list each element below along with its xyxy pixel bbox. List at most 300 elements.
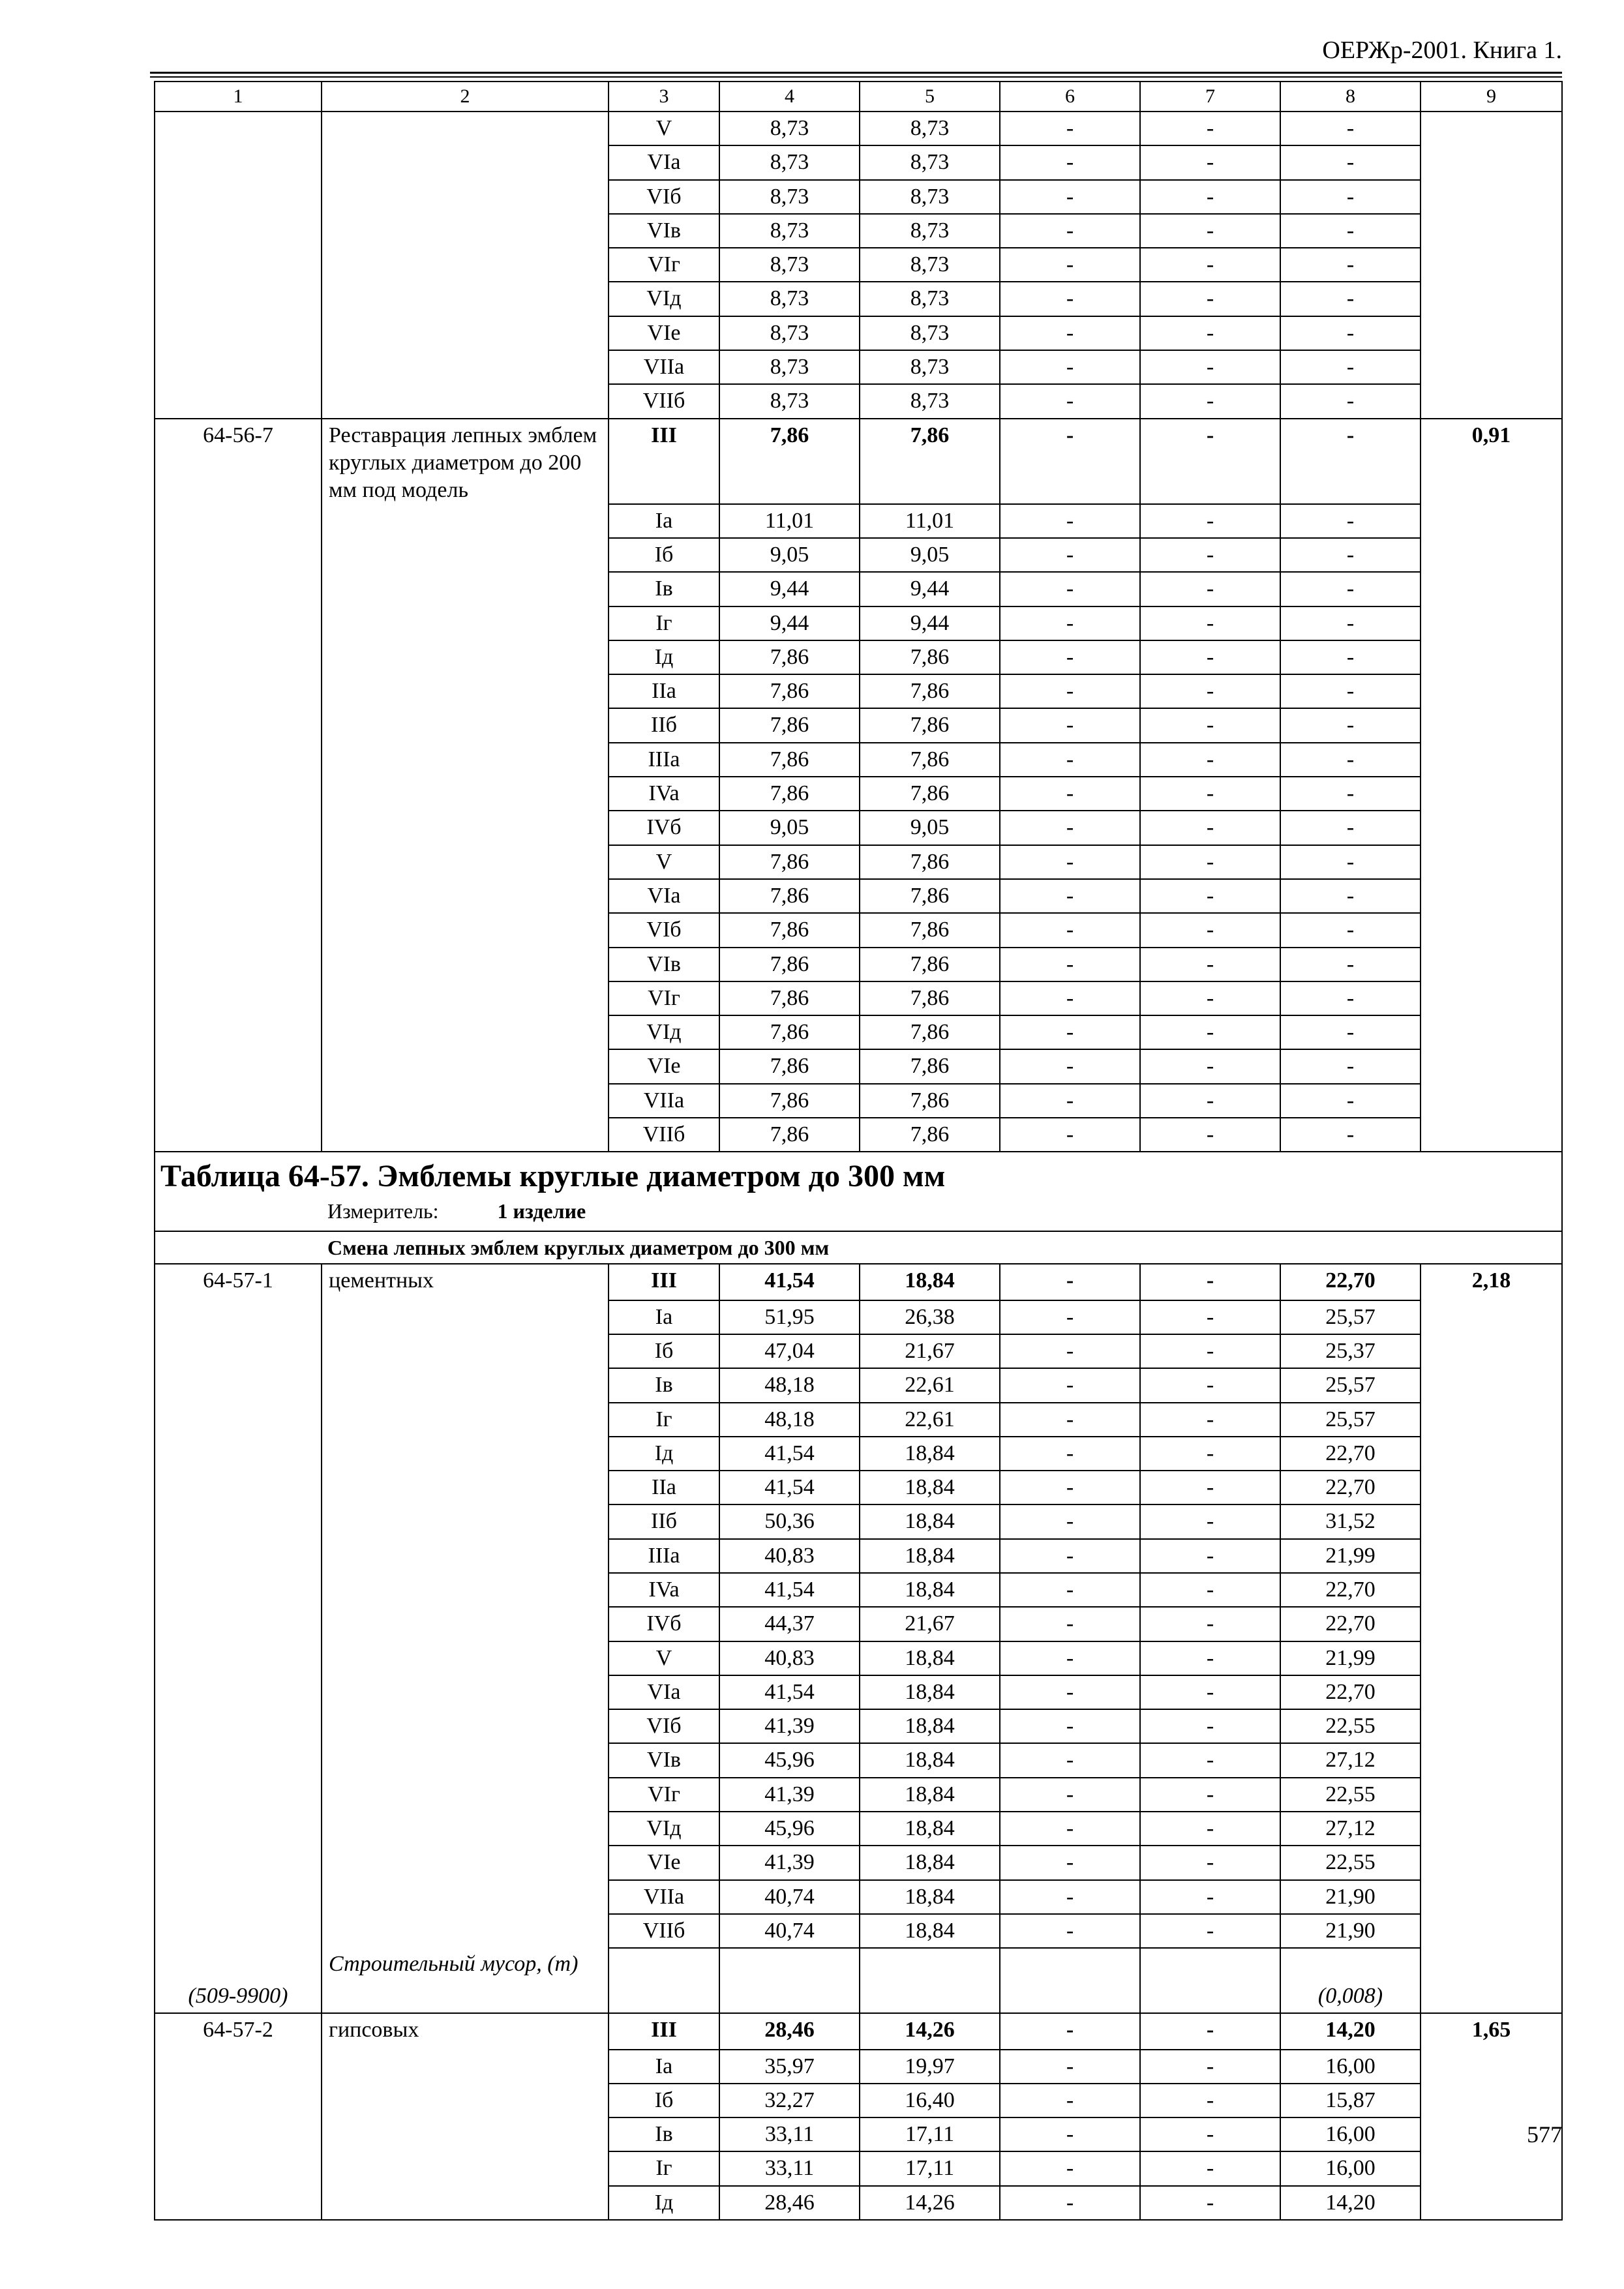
name-cell bbox=[322, 981, 609, 1015]
col9-cell bbox=[1421, 1403, 1562, 1437]
value-cell: - bbox=[1140, 606, 1280, 640]
value-cell: - bbox=[1280, 419, 1421, 504]
value-cell: - bbox=[1140, 2186, 1280, 2220]
name-cell: Реставрация лепных эмблем круглых диаметром до 200 мм под модель bbox=[322, 419, 609, 504]
table-row bbox=[155, 1607, 1562, 1641]
value-cell: - bbox=[1000, 879, 1140, 913]
value-cell: 18,84 bbox=[860, 1437, 1000, 1471]
value-cell: - bbox=[1280, 879, 1421, 913]
table-row bbox=[155, 948, 1562, 981]
name-cell bbox=[322, 743, 609, 777]
value-cell: 22,70 bbox=[1280, 1264, 1421, 1300]
value-cell: - bbox=[1140, 1334, 1280, 1368]
value-cell: - bbox=[1280, 180, 1421, 214]
table-row bbox=[155, 2186, 1562, 2220]
value-cell: 7,86 bbox=[719, 708, 860, 742]
name-cell bbox=[322, 1471, 609, 1504]
name-cell bbox=[322, 1812, 609, 1846]
value-cell: 7,86 bbox=[860, 708, 1000, 742]
empty-cell bbox=[609, 1948, 719, 2013]
table-row bbox=[155, 1049, 1562, 1083]
name-cell bbox=[322, 777, 609, 811]
zone-cell: VIa bbox=[609, 879, 719, 913]
value-cell: 18,84 bbox=[860, 1675, 1000, 1709]
name-cell bbox=[322, 282, 609, 316]
table-row bbox=[155, 419, 1562, 504]
zone-cell: IIIa bbox=[609, 1539, 719, 1573]
col9-cell: 0,91 bbox=[1421, 419, 1562, 504]
code-cell bbox=[155, 1812, 322, 1846]
name-cell bbox=[322, 1675, 609, 1709]
value-cell: 8,73 bbox=[860, 350, 1000, 384]
value-cell: - bbox=[1140, 145, 1280, 179]
value-cell: 8,73 bbox=[719, 316, 860, 350]
table-row bbox=[155, 640, 1562, 674]
col9-cell: 2,18 bbox=[1421, 1264, 1562, 1300]
col9-cell bbox=[1421, 1743, 1562, 1777]
name-cell bbox=[322, 948, 609, 981]
table-row bbox=[155, 572, 1562, 606]
table-row bbox=[155, 384, 1562, 418]
table-row bbox=[155, 282, 1562, 316]
value-cell: 22,55 bbox=[1280, 1709, 1421, 1743]
value-cell: - bbox=[1140, 248, 1280, 282]
zone-cell: VIд bbox=[609, 1812, 719, 1846]
value-cell: 7,86 bbox=[860, 419, 1000, 504]
value-cell: 11,01 bbox=[860, 504, 1000, 538]
table-row bbox=[155, 1118, 1562, 1152]
code-cell bbox=[155, 1368, 322, 1402]
zone-cell: VIв bbox=[609, 214, 719, 248]
value-cell: - bbox=[1000, 981, 1140, 1015]
value-cell: - bbox=[1280, 572, 1421, 606]
name-cell bbox=[322, 674, 609, 708]
table-row bbox=[155, 1743, 1562, 1777]
zone-cell: VIб bbox=[609, 913, 719, 947]
zone-cell: III bbox=[609, 1264, 719, 1300]
code-cell: 64-57-1 bbox=[155, 1264, 322, 1300]
value-cell: 21,99 bbox=[1280, 1539, 1421, 1573]
value-cell: 16,00 bbox=[1280, 2050, 1421, 2084]
value-cell: - bbox=[1000, 743, 1140, 777]
zone-cell: V bbox=[609, 1641, 719, 1675]
code-cell bbox=[155, 606, 322, 640]
value-cell: - bbox=[1000, 913, 1140, 947]
value-cell: 7,86 bbox=[719, 948, 860, 981]
col9-cell bbox=[1421, 1607, 1562, 1641]
table-title-row bbox=[155, 1152, 1562, 1231]
value-cell: - bbox=[1140, 1709, 1280, 1743]
measure-label: Измеритель: bbox=[327, 1199, 439, 1223]
table-row bbox=[155, 1675, 1562, 1709]
name-cell bbox=[322, 913, 609, 947]
value-cell: - bbox=[1000, 572, 1140, 606]
zone-cell: VIв bbox=[609, 948, 719, 981]
waste-code: (509-9900) bbox=[155, 1948, 322, 2013]
name-cell bbox=[322, 606, 609, 640]
value-cell: 16,40 bbox=[860, 2084, 1000, 2117]
value-cell: 18,84 bbox=[860, 1539, 1000, 1573]
table-title-cell bbox=[155, 1152, 1562, 1231]
value-cell: - bbox=[1000, 214, 1140, 248]
table-row bbox=[155, 145, 1562, 179]
value-cell: 7,86 bbox=[860, 1118, 1000, 1152]
name-cell bbox=[322, 1118, 609, 1152]
value-cell: - bbox=[1280, 606, 1421, 640]
name-cell bbox=[322, 1743, 609, 1777]
value-cell: - bbox=[1000, 2013, 1140, 2049]
zone-cell: VIб bbox=[609, 1709, 719, 1743]
value-cell: - bbox=[1000, 1084, 1140, 1118]
table-row bbox=[155, 1437, 1562, 1471]
zone-cell: III bbox=[609, 2013, 719, 2049]
name-cell bbox=[322, 1504, 609, 1538]
value-cell: - bbox=[1140, 948, 1280, 981]
table-row bbox=[155, 981, 1562, 1015]
value-cell: - bbox=[1140, 811, 1280, 845]
value-cell: - bbox=[1000, 350, 1140, 384]
value-cell: - bbox=[1000, 1504, 1140, 1538]
col9-cell bbox=[1421, 1709, 1562, 1743]
value-cell: - bbox=[1280, 708, 1421, 742]
zone-cell: V bbox=[609, 845, 719, 879]
value-cell: - bbox=[1140, 2013, 1280, 2049]
zone-cell: VIг bbox=[609, 248, 719, 282]
name-cell bbox=[322, 145, 609, 179]
value-cell: 21,90 bbox=[1280, 1880, 1421, 1914]
zone-cell: VIе bbox=[609, 316, 719, 350]
value-cell: 18,84 bbox=[860, 1914, 1000, 1948]
col9-cell bbox=[1421, 504, 1562, 538]
value-cell: - bbox=[1000, 606, 1140, 640]
code-cell bbox=[155, 913, 322, 947]
value-cell: - bbox=[1140, 180, 1280, 214]
value-cell: 7,86 bbox=[719, 640, 860, 674]
value-cell: - bbox=[1140, 777, 1280, 811]
value-cell: - bbox=[1000, 282, 1140, 316]
value-cell: 9,44 bbox=[719, 572, 860, 606]
value-cell: 8,73 bbox=[860, 214, 1000, 248]
col9-cell bbox=[1421, 1914, 1562, 1948]
value-cell: 7,86 bbox=[719, 1118, 860, 1152]
value-cell: - bbox=[1000, 1846, 1140, 1879]
value-cell: - bbox=[1000, 2151, 1140, 2185]
column-number: 4 bbox=[719, 82, 860, 112]
code-cell bbox=[155, 1573, 322, 1607]
empty-cell bbox=[719, 1948, 860, 2013]
code-cell bbox=[155, 1084, 322, 1118]
value-cell: 45,96 bbox=[719, 1812, 860, 1846]
col9-cell bbox=[1421, 1573, 1562, 1607]
column-number: 1 bbox=[155, 82, 322, 112]
table-row bbox=[155, 350, 1562, 384]
col9-cell bbox=[1421, 1641, 1562, 1675]
table-row bbox=[155, 1264, 1562, 1300]
zone-cell: Ia bbox=[609, 504, 719, 538]
value-cell: - bbox=[1280, 913, 1421, 947]
name-cell bbox=[322, 845, 609, 879]
col9-cell bbox=[1421, 2050, 1562, 2084]
table-row bbox=[155, 2151, 1562, 2185]
value-cell: 8,73 bbox=[719, 214, 860, 248]
code-cell bbox=[155, 538, 322, 572]
code-cell bbox=[155, 1334, 322, 1368]
value-cell: 18,84 bbox=[860, 1812, 1000, 1846]
zone-cell: IIa bbox=[609, 1471, 719, 1504]
column-number: 3 bbox=[609, 82, 719, 112]
code-cell bbox=[155, 2186, 322, 2220]
col9-cell bbox=[1421, 572, 1562, 606]
value-cell: 40,74 bbox=[719, 1914, 860, 1948]
value-cell: - bbox=[1000, 1641, 1140, 1675]
value-cell: 14,26 bbox=[860, 2013, 1000, 2049]
zone-cell: VIе bbox=[609, 1049, 719, 1083]
value-cell: - bbox=[1140, 981, 1280, 1015]
code-cell bbox=[155, 1471, 322, 1504]
value-cell: - bbox=[1140, 2084, 1280, 2117]
col9-cell bbox=[1421, 1778, 1562, 1812]
value-cell: - bbox=[1000, 640, 1140, 674]
value-cell: - bbox=[1140, 504, 1280, 538]
value-cell: 18,84 bbox=[860, 1846, 1000, 1879]
value-cell: 22,70 bbox=[1280, 1607, 1421, 1641]
zone-cell: VIIa bbox=[609, 1880, 719, 1914]
col9-cell bbox=[1421, 1084, 1562, 1118]
value-cell: - bbox=[1000, 1049, 1140, 1083]
table-row bbox=[155, 538, 1562, 572]
code-cell bbox=[155, 1403, 322, 1437]
zone-cell: VIIб bbox=[609, 384, 719, 418]
value-cell: 7,86 bbox=[719, 879, 860, 913]
code-cell bbox=[155, 1437, 322, 1471]
col9-cell bbox=[1421, 981, 1562, 1015]
value-cell: 21,67 bbox=[860, 1607, 1000, 1641]
value-cell: 35,97 bbox=[719, 2050, 860, 2084]
value-cell: - bbox=[1140, 1846, 1280, 1879]
value-cell: - bbox=[1000, 504, 1140, 538]
value-cell: - bbox=[1280, 640, 1421, 674]
value-cell: 7,86 bbox=[719, 674, 860, 708]
value-cell: - bbox=[1140, 1084, 1280, 1118]
code-cell bbox=[155, 112, 322, 145]
column-number: 8 bbox=[1280, 82, 1421, 112]
value-cell: - bbox=[1280, 112, 1421, 145]
code-cell bbox=[155, 811, 322, 845]
code-cell: 64-57-2 bbox=[155, 2013, 322, 2049]
code-cell bbox=[155, 777, 322, 811]
value-cell: 27,12 bbox=[1280, 1812, 1421, 1846]
value-cell: 48,18 bbox=[719, 1368, 860, 1402]
zone-cell: IIб bbox=[609, 1504, 719, 1538]
col9-cell bbox=[1421, 384, 1562, 418]
name-cell bbox=[322, 180, 609, 214]
col9-cell bbox=[1421, 743, 1562, 777]
col9-cell bbox=[1421, 845, 1562, 879]
value-cell: - bbox=[1140, 1675, 1280, 1709]
value-cell: - bbox=[1140, 1504, 1280, 1538]
value-cell: 8,73 bbox=[719, 282, 860, 316]
value-cell: 41,54 bbox=[719, 1437, 860, 1471]
col9-cell bbox=[1421, 248, 1562, 282]
value-cell: 18,84 bbox=[860, 1504, 1000, 1538]
table-row bbox=[155, 913, 1562, 947]
col9-cell bbox=[1421, 1675, 1562, 1709]
column-number: 2 bbox=[322, 82, 609, 112]
value-cell: 22,70 bbox=[1280, 1675, 1421, 1709]
value-cell: 7,86 bbox=[860, 1015, 1000, 1049]
value-cell: - bbox=[1000, 1743, 1140, 1777]
value-cell: 16,00 bbox=[1280, 2151, 1421, 2185]
value-cell: 22,61 bbox=[860, 1368, 1000, 1402]
value-cell: 7,86 bbox=[719, 1049, 860, 1083]
value-cell: 45,96 bbox=[719, 1743, 860, 1777]
value-cell: - bbox=[1280, 282, 1421, 316]
value-cell: - bbox=[1280, 811, 1421, 845]
measure-line bbox=[155, 1197, 1561, 1225]
col9-cell: 1,65 bbox=[1421, 2013, 1562, 2049]
table-row bbox=[155, 674, 1562, 708]
value-cell: 9,05 bbox=[719, 811, 860, 845]
zone-cell: VIIa bbox=[609, 1084, 719, 1118]
value-cell: 21,90 bbox=[1280, 1914, 1421, 1948]
table-row bbox=[155, 2050, 1562, 2084]
value-cell: 7,86 bbox=[860, 1084, 1000, 1118]
name-cell bbox=[322, 811, 609, 845]
zone-cell: VIб bbox=[609, 180, 719, 214]
value-cell: - bbox=[1000, 2050, 1140, 2084]
value-cell: - bbox=[1280, 1118, 1421, 1152]
value-cell: 40,83 bbox=[719, 1641, 860, 1675]
value-cell: - bbox=[1140, 1539, 1280, 1573]
value-cell: 7,86 bbox=[860, 777, 1000, 811]
table-row bbox=[155, 1573, 1562, 1607]
table-row bbox=[155, 708, 1562, 742]
zone-cell: Iб bbox=[609, 538, 719, 572]
value-cell: 25,57 bbox=[1280, 1300, 1421, 1334]
value-cell: - bbox=[1140, 1118, 1280, 1152]
value-cell: - bbox=[1140, 1778, 1280, 1812]
name-cell bbox=[322, 112, 609, 145]
value-cell: 18,84 bbox=[860, 1641, 1000, 1675]
value-cell: - bbox=[1140, 1437, 1280, 1471]
value-cell: 41,39 bbox=[719, 1778, 860, 1812]
code-cell bbox=[155, 2050, 322, 2084]
value-cell: 31,52 bbox=[1280, 1504, 1421, 1538]
empty-cell bbox=[1140, 1948, 1280, 2013]
table-row bbox=[155, 1471, 1562, 1504]
code-cell bbox=[155, 248, 322, 282]
column-number: 9 bbox=[1421, 82, 1562, 112]
value-cell: 25,37 bbox=[1280, 1334, 1421, 1368]
table-row bbox=[155, 112, 1562, 145]
value-cell: - bbox=[1140, 1049, 1280, 1083]
code-cell bbox=[155, 1641, 322, 1675]
value-cell: - bbox=[1140, 1812, 1280, 1846]
value-cell: 19,97 bbox=[860, 2050, 1000, 2084]
code-cell bbox=[155, 1607, 322, 1641]
name-cell bbox=[322, 1334, 609, 1368]
code-cell bbox=[155, 640, 322, 674]
zone-cell: Iд bbox=[609, 1437, 719, 1471]
value-cell: 41,54 bbox=[719, 1675, 860, 1709]
name-cell bbox=[322, 1709, 609, 1743]
value-cell: 44,37 bbox=[719, 1607, 860, 1641]
col9-cell bbox=[1421, 1846, 1562, 1879]
value-cell: - bbox=[1000, 1914, 1140, 1948]
value-cell: - bbox=[1280, 1049, 1421, 1083]
value-cell: 9,05 bbox=[719, 538, 860, 572]
value-cell: - bbox=[1000, 1709, 1140, 1743]
value-cell: - bbox=[1280, 674, 1421, 708]
name-cell bbox=[322, 1914, 609, 1948]
value-cell: 7,86 bbox=[719, 981, 860, 1015]
zone-cell: VIIб bbox=[609, 1914, 719, 1948]
table-row bbox=[155, 1504, 1562, 1538]
waste-value: (0,008) bbox=[1280, 1948, 1421, 2013]
col9-cell bbox=[1421, 1118, 1562, 1152]
value-cell: 7,86 bbox=[719, 777, 860, 811]
value-cell: - bbox=[1280, 214, 1421, 248]
zone-cell: IVa bbox=[609, 777, 719, 811]
value-cell: - bbox=[1140, 2117, 1280, 2151]
col9-cell bbox=[1421, 180, 1562, 214]
zone-cell: V bbox=[609, 112, 719, 145]
name-cell bbox=[322, 2151, 609, 2185]
code-cell bbox=[155, 948, 322, 981]
code-cell bbox=[155, 1539, 322, 1573]
zone-cell: Iд bbox=[609, 640, 719, 674]
value-cell: 17,11 bbox=[860, 2151, 1000, 2185]
zone-cell: Iв bbox=[609, 572, 719, 606]
value-cell: 41,54 bbox=[719, 1264, 860, 1300]
value-cell: 15,87 bbox=[1280, 2084, 1421, 2117]
col9-cell bbox=[1421, 811, 1562, 845]
value-cell: 33,11 bbox=[719, 2151, 860, 2185]
value-cell: - bbox=[1140, 1607, 1280, 1641]
name-cell bbox=[322, 504, 609, 538]
value-cell: 7,86 bbox=[860, 845, 1000, 879]
value-cell: 14,20 bbox=[1280, 2186, 1421, 2220]
code-cell bbox=[155, 2117, 322, 2151]
code-cell bbox=[155, 145, 322, 179]
name-cell bbox=[322, 248, 609, 282]
table-row bbox=[155, 1015, 1562, 1049]
col9-cell bbox=[1421, 316, 1562, 350]
value-cell: 7,86 bbox=[860, 1049, 1000, 1083]
header-rule-thin bbox=[150, 76, 1562, 78]
col9-cell bbox=[1421, 2084, 1562, 2117]
name-cell bbox=[322, 1368, 609, 1402]
table-body bbox=[155, 82, 1562, 2220]
measure-unit: 1 изделие bbox=[497, 1199, 586, 1223]
value-cell: - bbox=[1280, 948, 1421, 981]
zone-cell: Iг bbox=[609, 606, 719, 640]
table-row bbox=[155, 2084, 1562, 2117]
value-cell: - bbox=[1140, 282, 1280, 316]
value-cell: 25,57 bbox=[1280, 1368, 1421, 1402]
name-cell bbox=[322, 1573, 609, 1607]
value-cell: - bbox=[1280, 845, 1421, 879]
value-cell: - bbox=[1000, 1778, 1140, 1812]
value-cell: - bbox=[1280, 504, 1421, 538]
name-cell bbox=[322, 1778, 609, 1812]
code-cell bbox=[155, 572, 322, 606]
table-row bbox=[155, 845, 1562, 879]
name-cell bbox=[322, 2186, 609, 2220]
table-row bbox=[155, 2013, 1562, 2049]
value-cell: - bbox=[1000, 845, 1140, 879]
col9-cell bbox=[1421, 879, 1562, 913]
